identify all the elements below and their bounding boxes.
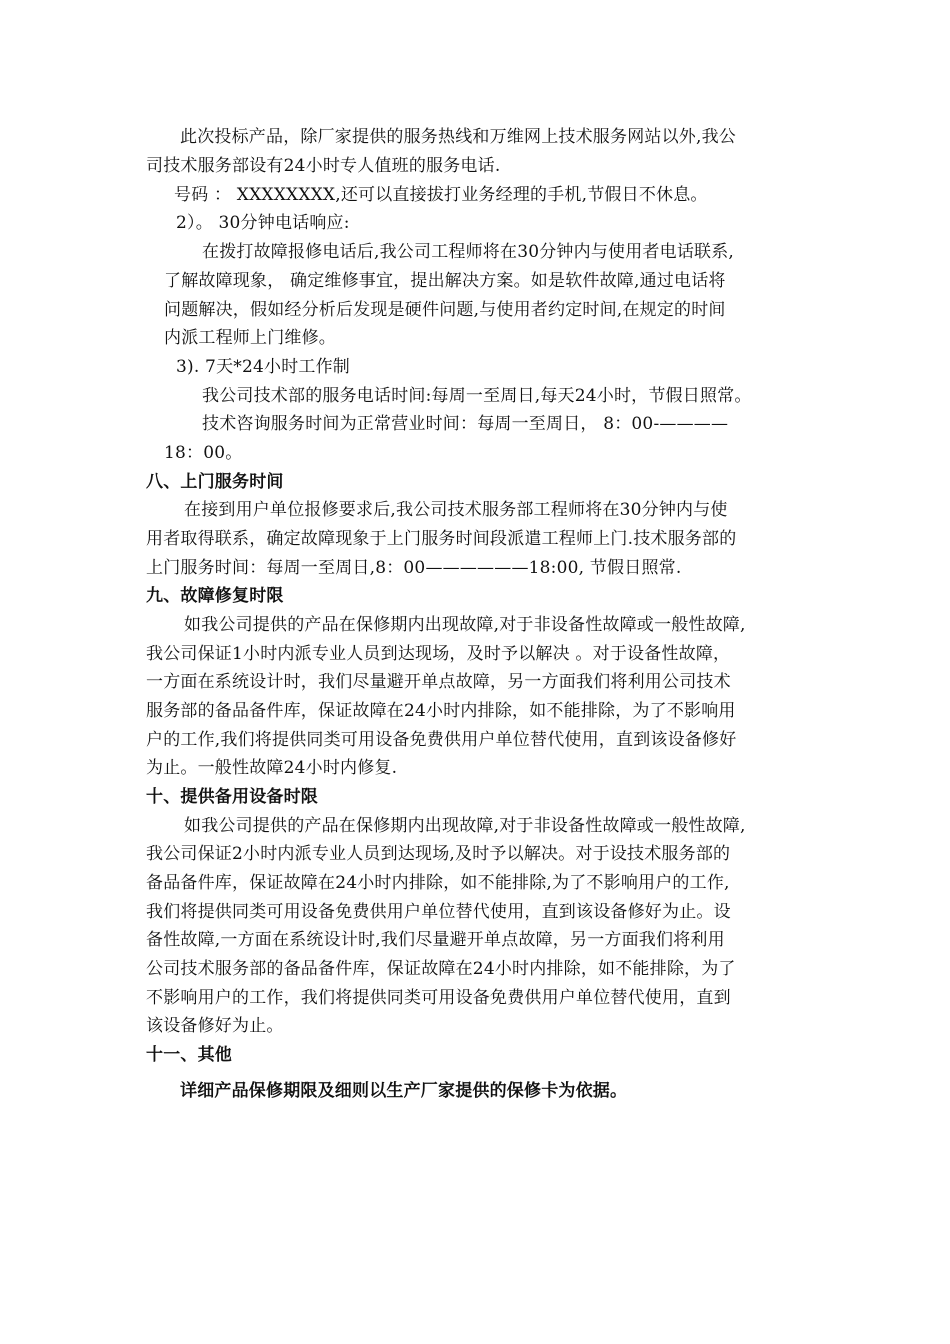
paragraph-line: 用者取得联系，确定故障现象于上门服务时间段派遣工程师上门.技术服务部的 (146, 529, 737, 549)
paragraph-line: 户的工作,我们将提供同类可用设备免费供用户单位替代使用，直到该设备修好 (146, 730, 737, 750)
section-heading: 十一、其他 (146, 1045, 232, 1065)
paragraph-line: 一方面在系统设计时，我们尽量避开单点故障，另一方面我们将利用公司技术 (146, 672, 731, 692)
paragraph-line: 我公司保证2小时内派专业人员到达现场,及时予以解决。对于设技术服务部的 (146, 844, 731, 864)
paragraph-line: 公司技术服务部的备品备件库，保证故障在24小时内排除，如不能排除，为了 (146, 959, 736, 979)
paragraph-line: 问题解决，假如经分析后发现是硬件问题,与使用者约定时间,在规定的时间 (164, 300, 726, 320)
paragraph-line: 备性故障,一方面在系统设计时,我们尽量避开单点故障，另一方面我们将利用 (146, 930, 725, 950)
paragraph-line: 上门服务时间：每周一至周日,8：00——————18:00, 节假日照常. (146, 558, 682, 578)
paragraph-line: 内派工程师上门维修。 (164, 328, 336, 348)
section-heading: 八、上门服务时间 (146, 472, 284, 492)
item-title: 3). 7天*24小时工作制 (176, 357, 351, 377)
paragraph-line: 备品备件库，保证故障在24小时内排除，如不能排除,为了不影响用户的工作, (146, 873, 730, 893)
paragraph-line: 在接到用户单位报修要求后,我公司技术服务部工程师将在30分钟内与使 (184, 500, 728, 520)
paragraph-line: 该设备修好为止。 (146, 1016, 284, 1036)
paragraph-line: 技术咨询服务时间为正常营业时间：每周一至周日， 8：00-———— (202, 414, 729, 434)
paragraph-line: 在拨打故障报修电话后,我公司工程师将在30分钟内与使用者电话联系, (202, 242, 735, 262)
paragraph-line: 号码 ： XXXXXXXX,还可以直接拔打业务经理的手机,节假日不休息。 (174, 185, 708, 205)
paragraph-line: 18：00。 (164, 443, 243, 463)
paragraph-line: 我公司保证1小时内派专业人员到达现场，及时予以解决 。对于设备性故障， (146, 644, 731, 664)
paragraph-line: 了解故障现象， 确定维修事宜，提出解决方案。如是软件故障,通过电话将 (164, 271, 726, 291)
paragraph-line: 如我公司提供的产品在保修期内出现故障,对于非设备性故障或一般性故障, (184, 816, 746, 836)
paragraph-line: 如我公司提供的产品在保修期内出现故障,对于非设备性故障或一般性故障, (184, 615, 746, 635)
paragraph-line: 此次投标产品，除厂家提供的服务热线和万维网上技术服务网站以外,我公 (180, 127, 737, 147)
item-title: 2）。 30分钟电话响应: (176, 213, 350, 233)
section-heading: 十、提供备用设备时限 (146, 787, 318, 807)
section-heading: 九、故障修复时限 (146, 586, 284, 606)
paragraph-line: 司技术服务部设有24小时专人值班的服务电话. (146, 156, 501, 176)
paragraph-line: 服务部的备品备件库，保证故障在24小时内排除，如不能排除，为了不影响用 (146, 701, 736, 721)
paragraph-line: 不影响用户的工作，我们将提供同类可用设备免费供用户单位替代使用，直到 (146, 988, 731, 1008)
paragraph-line: 为止。一般性故障24小时内修复. (146, 758, 398, 778)
closing-statement: 详细产品保修期限及细则以生产厂家提供的保修卡为依据。 (180, 1081, 628, 1101)
paragraph-line: 我公司技术部的服务电话时间:每周一至周日,每天24小时，节假日照常。 (202, 386, 752, 406)
paragraph-line: 我们将提供同类可用设备免费供用户单位替代使用，直到该设备修好为止。设 (146, 902, 731, 922)
